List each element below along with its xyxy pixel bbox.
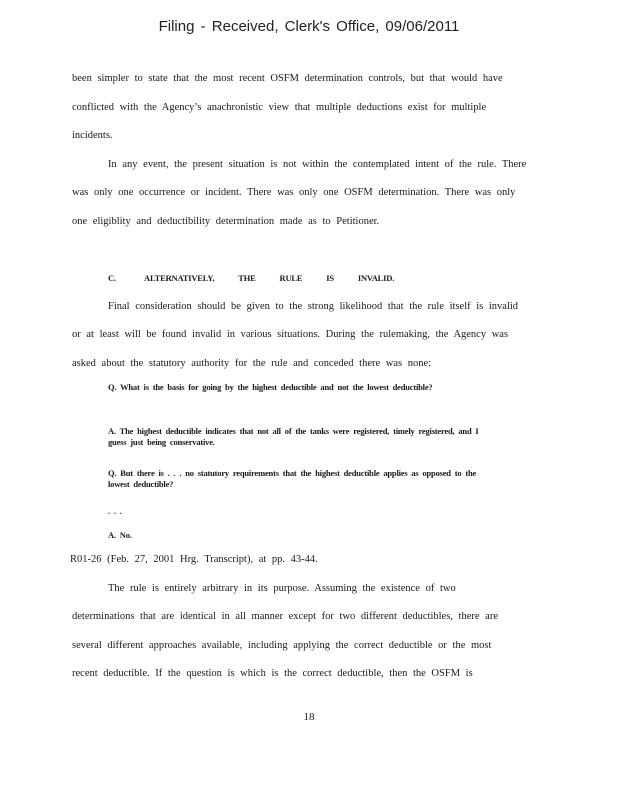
page-number: 18	[303, 711, 315, 723]
section-title: ALTERNATIVELY, THE RULE IS INVALID.	[144, 273, 395, 283]
text-line: Final consideration should be given to the strong likelihood that the rule itself is invalid	[108, 300, 519, 312]
transcript-answer: A. No.	[108, 530, 132, 540]
section-letter: C.	[108, 273, 116, 283]
section-heading	[72, 270, 542, 299]
transcript-question: Q. What is the basis for going by the highest deductible and not the lowest deductible?	[108, 382, 433, 392]
transcript-citation: R01-26 (Feb. 27, 2001 Hrg. Transcript), at pp. 43-44.	[70, 554, 318, 565]
text-line: or at least will be found invalid in various situations. During the rulemaking, the Agency was	[72, 329, 509, 340]
text-line: asked about the statutory authority for the rule and conceded there was none:	[72, 357, 432, 369]
text-line: The rule is entirely arbitrary in its purpose. Assuming the existence of two	[108, 582, 456, 594]
transcript-block-quote	[72, 382, 542, 552]
paragraph-continuation	[72, 71, 542, 157]
paragraph-present-situation	[72, 157, 542, 243]
transcript-ellipsis: . . .	[108, 506, 122, 516]
text-line: several different approaches available, including applying the correct deductible or the most	[72, 639, 492, 651]
text-line: incidents.	[72, 130, 113, 141]
text-line: was only one occurrence or incident. There was only one OSFM determination. There was only	[72, 187, 516, 198]
text-line: In any event, the present situation is not within the contemplated intent of the rule. There	[108, 158, 527, 170]
filing-stamp-header: Filing - Received, Clerk's Office, 09/06/2011	[158, 18, 460, 35]
text-line: one eligiblity and deductibility determination made as to Petitioner.	[72, 215, 380, 227]
paragraph-rule-arbitrary	[72, 581, 542, 695]
transcript-question: Q. But there is . . . no statutory requirements that the highest deductible applies as opposed to the lowest deductible?	[108, 468, 477, 489]
text-line: recent deductible. If the question is which is the correct deductible, then the OSFM is	[72, 668, 473, 679]
text-line: determinations that are identical in all manner except for two different deductibles, there are	[72, 611, 498, 622]
text-line: conflicted with the Agency’s anachronistic view that multiple deductions exist for multiple	[72, 101, 487, 113]
text-line: been simpler to state that the most recent OSFM determination controls, but that would have	[72, 73, 503, 84]
paragraph-final-consideration	[72, 299, 542, 385]
transcript-answer: A. The highest deductible indicates that not all of the tanks were registered, timely registered, and I guess just being conservative.	[108, 426, 479, 447]
document-body	[72, 71, 542, 695]
